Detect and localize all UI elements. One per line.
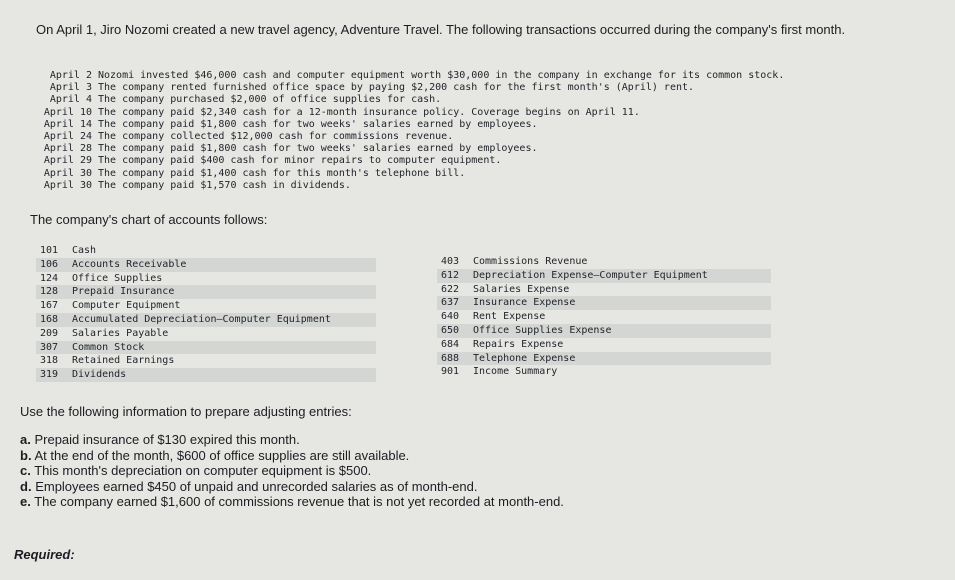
transaction-row [30,131,784,143]
transaction-row [30,94,784,106]
account-number: 168 [40,313,59,325]
chart-of-accounts-intro: The company's chart of accounts follows: [30,212,268,227]
account-name: Retained Earnings [72,355,175,367]
account-number: 167 [40,300,59,312]
transaction-date: April 14 [43,118,92,130]
transaction-text: The company paid $1,800 cash for two weeks' salaries earned by employees. [98,143,538,155]
account-name: Prepaid Insurance [72,286,175,298]
account-name: Rent Expense [473,311,546,323]
account-name: Salaries Expense [473,283,570,295]
transaction-date: April 28 [43,143,92,155]
account-number: 101 [40,245,59,256]
account-row [36,244,376,258]
transaction-text: The company paid $1,800 cash for two weeks' salaries earned by employees. [98,118,538,130]
account-number: 307 [40,341,59,353]
account-number: 106 [40,258,59,270]
account-name: Salaries Payable [72,327,169,339]
account-row [437,365,771,379]
transaction-text: The company rented furnished office space by paying $2,200 cash for the first month's (April) rent. [98,82,695,94]
transaction-date: April 30 [43,179,92,191]
account-row [36,327,376,341]
adjustments-list [20,432,564,510]
account-number: 403 [441,256,460,267]
account-number: 319 [40,369,59,381]
account-row [36,258,376,272]
account-row [36,313,376,327]
adjustment-letter: b. [20,447,32,463]
adjustment-text: At the end of the month, $600 of office supplies are still available. [34,447,410,463]
account-number: 637 [441,297,460,309]
adjustment-item [20,463,564,479]
adjustment-text: Prepaid insurance of $130 expired this month. [34,432,300,447]
adjustment-letter: d. [20,478,32,494]
account-name: Accumulated Depreciation—Computer Equipment [72,313,331,325]
adjustment-letter: c. [20,463,31,478]
transaction-text: The company paid $1,570 cash in dividends. [98,179,351,191]
transaction-row [30,180,784,192]
account-name: Repairs Expense [473,338,564,350]
adjustment-item [20,479,564,495]
transaction-date: April 3 [49,82,92,94]
transaction-row [30,119,784,131]
account-number: 124 [40,272,59,284]
account-row [437,310,771,324]
account-name: Office Supplies Expense [473,324,612,336]
transaction-date: April 30 [43,167,92,179]
adjustment-text: The company earned $1,600 of commissions revenue that is not yet recorded at month-end. [34,494,564,509]
account-number: 128 [40,286,59,298]
required-heading: Required: [14,547,75,562]
account-number: 688 [441,352,460,364]
accounts-list-right [437,255,771,379]
account-name: Insurance Expense [473,297,576,309]
account-number: 209 [40,327,59,339]
transaction-row [30,168,784,180]
account-number: 622 [441,283,460,295]
account-name: Telephone Expense [473,352,576,364]
transaction-text: Nozomi invested $46,000 cash and computer equipment worth $30,000 in the company in exchange for its common stock. [98,70,785,81]
account-row [437,338,771,352]
account-name: Cash [72,245,97,256]
account-number: 318 [40,355,59,367]
transaction-row [30,70,784,82]
transaction-text: The company paid $400 cash for minor repairs to computer equipment. [98,155,502,167]
adjustment-item [20,494,564,510]
account-number: 901 [441,366,460,378]
account-row [437,255,771,269]
account-number: 640 [441,311,460,323]
transaction-list [30,70,784,192]
transaction-date: April 10 [43,106,92,118]
account-row [36,272,376,286]
account-name: Office Supplies [72,272,163,284]
account-row [36,354,376,368]
account-row [36,285,376,299]
account-name: Accounts Receivable [72,258,187,270]
adjustment-item [20,448,564,464]
account-name: Depreciation Expense—Computer Equipment [473,269,708,281]
transaction-text: The company purchased $2,000 of office supplies for cash. [98,94,442,106]
transaction-row [30,155,784,167]
account-name: Commissions Revenue [473,256,588,267]
account-name: Common Stock [72,341,145,353]
account-number: 650 [441,324,460,336]
account-row [36,341,376,355]
transaction-row [30,143,784,155]
adjustments-intro: Use the following information to prepare adjusting entries: [20,404,352,419]
transaction-text: The company paid $1,400 cash for this month's telephone bill. [98,167,466,179]
transaction-date: April 4 [49,94,92,106]
transaction-row [30,82,784,94]
account-row [437,352,771,366]
account-number: 612 [441,269,460,281]
problem-intro: On April 1, Jiro Nozomi created a new travel agency, Adventure Travel. The following transactions occurred during the company's first month. [36,22,846,37]
transaction-date: April 2 [49,70,92,81]
accounts-list-left [36,244,376,382]
account-number: 684 [441,338,460,350]
account-row [437,324,771,338]
adjustment-letter: e. [20,494,31,509]
account-name: Income Summary [473,366,558,378]
adjustment-letter: a. [20,432,31,447]
account-name: Dividends [72,369,127,381]
adjustment-item [20,432,564,448]
account-row [36,299,376,313]
adjustment-text: Employees earned $450 of unpaid and unrecorded salaries as of month-end. [35,478,478,494]
transaction-text: The company collected $12,000 cash for commissions revenue. [98,130,454,142]
account-name: Computer Equipment [72,300,181,312]
account-row [437,296,771,310]
account-row [437,283,771,297]
account-row [36,368,376,382]
transaction-row [30,107,784,119]
transaction-date: April 24 [43,130,92,142]
transaction-date: April 29 [43,155,92,167]
account-row [437,269,771,283]
transaction-text: The company paid $2,340 cash for a 12-month insurance policy. Coverage begins on April 11. [98,106,640,118]
adjustment-text: This month's depreciation on computer equipment is $500. [34,463,372,478]
